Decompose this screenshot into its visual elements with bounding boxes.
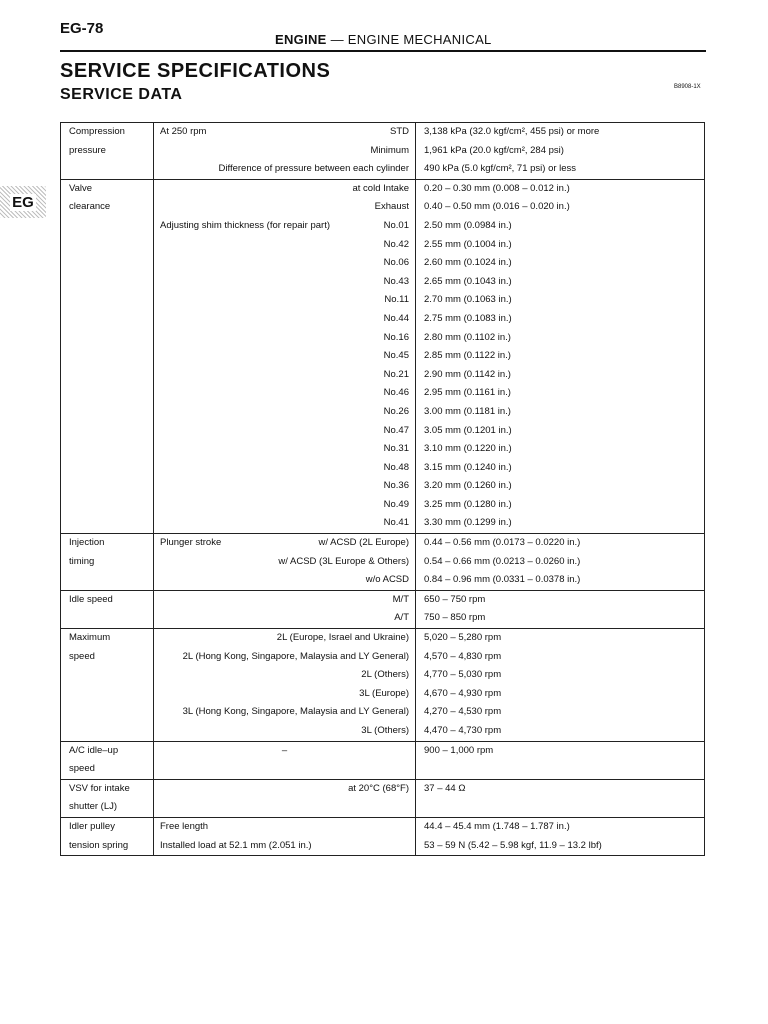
table-row: [61, 236, 705, 255]
spec-condition: [154, 329, 416, 348]
spec-value: 2.95 mm (0.1161 in.): [416, 384, 705, 403]
table-row: [61, 534, 705, 553]
spec-value: 0.84 – 0.96 mm (0.0331 – 0.0378 in.): [416, 571, 705, 590]
page-subtitle: SERVICE DATA: [60, 86, 183, 103]
spec-condition: [154, 514, 416, 533]
table-row: [61, 160, 705, 179]
spec-value: 900 – 1,000 rpm: [416, 741, 705, 760]
table-row: [61, 722, 705, 741]
spec-condition: [154, 366, 416, 385]
spec-value: 53 – 59 N (5.42 – 5.98 kgf, 11.9 – 13.2 lbf): [416, 837, 705, 856]
spec-value: [416, 798, 705, 817]
spec-value: 3,138 kPa (32.0 kgf/cm², 455 psi) or more: [416, 123, 705, 142]
spec-condition: [154, 817, 416, 836]
spec-condition: [154, 273, 416, 292]
spec-item: timing: [61, 553, 154, 572]
spec-condition-right: at cold Intake: [352, 182, 409, 194]
section-header-rest: — ENGINE MECHANICAL: [326, 32, 492, 47]
section-header-bold: ENGINE: [275, 32, 327, 47]
spec-item: [61, 477, 154, 496]
spec-item: [61, 514, 154, 533]
spec-condition: [154, 347, 416, 366]
table-row: [61, 142, 705, 161]
service-data-table-body: [61, 123, 705, 856]
spec-value: 2.55 mm (0.1004 in.): [416, 236, 705, 255]
spec-value: 4,670 – 4,930 rpm: [416, 685, 705, 704]
spec-condition: [154, 779, 416, 798]
spec-item: [61, 254, 154, 273]
spec-item: Maximum: [61, 629, 154, 648]
spec-value: 2.80 mm (0.1102 in.): [416, 329, 705, 348]
spec-condition: [154, 629, 416, 648]
spec-item: [61, 609, 154, 628]
spec-condition-right: No.44: [383, 312, 409, 324]
table-row: [61, 571, 705, 590]
table-row: [61, 496, 705, 515]
spec-condition-right: No.01: [383, 219, 409, 231]
table-row: [61, 609, 705, 628]
spec-condition: [154, 798, 416, 817]
spec-item: [61, 217, 154, 236]
spec-item: tension spring: [61, 837, 154, 856]
table-row: [61, 384, 705, 403]
spec-value: 0.44 – 0.56 mm (0.0173 – 0.0220 in.): [416, 534, 705, 553]
spec-item: Injection: [61, 534, 154, 553]
spec-item: [61, 366, 154, 385]
table-row: [61, 477, 705, 496]
spec-condition-right: 2L (Others): [361, 669, 409, 681]
section-header: [275, 32, 492, 47]
spec-condition-right: STD: [390, 126, 409, 137]
table-row: [61, 741, 705, 760]
spec-condition: [154, 142, 416, 161]
spec-value: 2.75 mm (0.1083 in.): [416, 310, 705, 329]
table-row: [61, 273, 705, 292]
spec-item: [61, 273, 154, 292]
spec-value: 4,770 – 5,030 rpm: [416, 666, 705, 685]
table-row: [61, 798, 705, 817]
spec-condition-right: No.26: [383, 405, 409, 417]
spec-condition: [154, 179, 416, 198]
spec-condition: [154, 685, 416, 704]
spec-condition: [154, 160, 416, 179]
spec-value: [416, 760, 705, 779]
spec-item: Valve: [61, 179, 154, 198]
spec-value: 2.50 mm (0.0984 in.): [416, 217, 705, 236]
spec-item: [61, 666, 154, 685]
table-row: [61, 366, 705, 385]
spec-item: shutter (LJ): [61, 798, 154, 817]
spec-value: 490 kPa (5.0 kgf/cm², 71 psi) or less: [416, 160, 705, 179]
spec-item: [61, 440, 154, 459]
spec-condition: [154, 553, 416, 572]
spec-condition-right: No.48: [383, 461, 409, 473]
table-row: [61, 666, 705, 685]
table-row: [61, 179, 705, 198]
spec-item: [61, 291, 154, 310]
spec-condition: [154, 310, 416, 329]
spec-condition: [154, 837, 416, 856]
spec-condition-right: Minimum: [370, 144, 409, 156]
spec-value: 4,270 – 4,530 rpm: [416, 703, 705, 722]
spec-condition: [154, 703, 416, 722]
spec-item: [61, 685, 154, 704]
spec-item: Compression: [61, 123, 154, 142]
spec-condition: [154, 236, 416, 255]
spec-condition-right: No.11: [384, 294, 409, 306]
spec-value: 3.10 mm (0.1220 in.): [416, 440, 705, 459]
spec-condition-right: 3L (Hong Kong, Singapore, Malaysia and LY General): [182, 706, 409, 718]
table-row: [61, 217, 705, 236]
spec-condition: [154, 571, 416, 590]
spec-condition-right: No.47: [383, 424, 409, 436]
table-row: [61, 291, 705, 310]
spec-value: 3.00 mm (0.1181 in.): [416, 403, 705, 422]
spec-value: 1,961 kPa (20.0 kgf/cm², 284 psi): [416, 142, 705, 161]
spec-value: 4,570 – 4,830 rpm: [416, 648, 705, 667]
spec-condition-right: No.45: [383, 350, 409, 362]
spec-item: [61, 422, 154, 441]
spec-value: 3.25 mm (0.1280 in.): [416, 496, 705, 515]
spec-value: 2.85 mm (0.1122 in.): [416, 347, 705, 366]
spec-item: [61, 160, 154, 179]
spec-condition: [154, 384, 416, 403]
spec-item: [61, 310, 154, 329]
spec-condition: [154, 477, 416, 496]
spec-condition-left: Free length: [160, 820, 209, 832]
spec-condition: [154, 403, 416, 422]
spec-item: Idle speed: [61, 590, 154, 609]
spec-condition-right: M/T: [392, 593, 409, 605]
table-row: [61, 403, 705, 422]
spec-condition: [154, 496, 416, 515]
table-row: [61, 440, 705, 459]
table-row: [61, 760, 705, 779]
spec-condition: [154, 198, 416, 217]
table-row: [61, 347, 705, 366]
table-row: [61, 310, 705, 329]
spec-value: 0.54 – 0.66 mm (0.0213 – 0.0260 in.): [416, 553, 705, 572]
spec-condition-left: Installed load at 52.1 mm (2.051 in.): [160, 839, 312, 851]
spec-item: [61, 236, 154, 255]
spec-condition-right: Difference of pressure between each cylinder: [218, 163, 409, 175]
spec-condition-right: 3L (Europe): [359, 687, 409, 699]
spec-condition-right: No.31: [383, 443, 409, 455]
spec-condition-left: Adjusting shim thickness (for repair part): [160, 219, 331, 231]
spec-condition-right: 2L (Hong Kong, Singapore, Malaysia and LY General): [182, 650, 409, 662]
spec-item: speed: [61, 648, 154, 667]
spec-condition-center: –: [281, 744, 288, 756]
spec-condition: [154, 291, 416, 310]
spec-condition-right: No.42: [383, 238, 409, 250]
spec-item: [61, 403, 154, 422]
spec-condition: [154, 254, 416, 273]
spec-condition-right: 3L (Others): [361, 725, 409, 736]
spec-value: 0.20 – 0.30 mm (0.008 – 0.012 in.): [416, 179, 705, 198]
spec-condition-right: A/T: [394, 612, 409, 624]
spec-value: 3.30 mm (0.1299 in.): [416, 514, 705, 533]
table-row: [61, 553, 705, 572]
spec-condition-left: Plunger stroke: [160, 537, 222, 549]
spec-value: 44.4 – 45.4 mm (1.748 – 1.787 in.): [416, 817, 705, 836]
spec-condition-right: No.21: [383, 368, 409, 380]
section-tab-label: EG: [12, 193, 34, 211]
spec-condition: [154, 741, 416, 760]
spec-value: 2.90 mm (0.1142 in.): [416, 366, 705, 385]
spec-value: 3.20 mm (0.1260 in.): [416, 477, 705, 496]
spec-value: 750 – 850 rpm: [416, 609, 705, 628]
spec-condition-right: No.46: [383, 387, 409, 399]
table-row: [61, 254, 705, 273]
spec-item: Idler pulley: [61, 817, 154, 836]
spec-condition-right: at 20°C (68°F): [348, 782, 409, 794]
spec-condition-right: No.43: [383, 275, 409, 287]
spec-condition-right: w/ ACSD (3L Europe & Others): [278, 555, 409, 567]
spec-item: [61, 571, 154, 590]
spec-condition-right: w/ ACSD (2L Europe): [318, 537, 409, 549]
spec-item: [61, 384, 154, 403]
spec-value: 3.15 mm (0.1240 in.): [416, 459, 705, 478]
table-row: [61, 817, 705, 836]
table-row: [61, 459, 705, 478]
table-row: [61, 779, 705, 798]
spec-value: 2.65 mm (0.1043 in.): [416, 273, 705, 292]
spec-value: 0.40 – 0.50 mm (0.016 – 0.020 in.): [416, 198, 705, 217]
page-title: SERVICE SPECIFICATIONS: [60, 60, 331, 82]
spec-value: 2.60 mm (0.1024 in.): [416, 254, 705, 273]
spec-condition-right: No.41: [383, 517, 409, 529]
spec-condition: [154, 534, 416, 553]
table-row: [61, 329, 705, 348]
table-row: [61, 837, 705, 856]
spec-item: clearance: [61, 198, 154, 217]
spec-condition-right: Exhaust: [374, 201, 409, 213]
table-row: [61, 422, 705, 441]
spec-condition-right: No.16: [383, 331, 409, 343]
spec-condition-right: No.36: [383, 480, 409, 492]
spec-value: 2.70 mm (0.1063 in.): [416, 291, 705, 310]
spec-item: [61, 496, 154, 515]
spec-condition-right: w/o ACSD: [365, 574, 409, 586]
spec-condition-right: No.06: [383, 257, 409, 269]
spec-item: [61, 459, 154, 478]
spec-item: [61, 329, 154, 348]
spec-condition: [154, 760, 416, 779]
spec-condition: [154, 459, 416, 478]
spec-value: 3.05 mm (0.1201 in.): [416, 422, 705, 441]
table-row: [61, 590, 705, 609]
spec-condition: [154, 422, 416, 441]
spec-condition: [154, 722, 416, 741]
spec-condition: [154, 666, 416, 685]
spec-condition: [154, 123, 416, 142]
spec-value: 4,470 – 4,730 rpm: [416, 722, 705, 741]
table-row: [61, 123, 705, 142]
table-row: [61, 703, 705, 722]
spec-value: 5,020 – 5,280 rpm: [416, 629, 705, 648]
spec-condition-right: 2L (Europe, Israel and Ukraine): [276, 632, 409, 644]
page-number: EG-78: [60, 20, 104, 37]
table-row: [61, 514, 705, 533]
header-rule: [60, 50, 706, 52]
spec-item: speed: [61, 760, 154, 779]
spec-item: [61, 347, 154, 366]
table-row: [61, 648, 705, 667]
spec-value: 650 – 750 rpm: [416, 590, 705, 609]
section-tab: [0, 186, 46, 218]
spec-item: A/C idle–up: [61, 741, 154, 760]
spec-item: VSV for intake: [61, 779, 154, 798]
spec-item: pressure: [61, 142, 154, 161]
table-row: [61, 198, 705, 217]
table-row: [61, 685, 705, 704]
spec-condition-left: At 250 rpm: [160, 126, 207, 137]
service-data-table: [60, 122, 705, 856]
table-row: [61, 629, 705, 648]
spec-value: 37 – 44 Ω: [416, 779, 705, 798]
spec-item: [61, 703, 154, 722]
spec-condition: [154, 648, 416, 667]
spec-item: [61, 722, 154, 741]
figure-code: B8908-1X: [674, 84, 701, 90]
spec-condition: [154, 440, 416, 459]
spec-condition: [154, 609, 416, 628]
spec-condition-right: No.49: [383, 498, 409, 510]
spec-condition: [154, 590, 416, 609]
spec-condition: [154, 217, 416, 236]
